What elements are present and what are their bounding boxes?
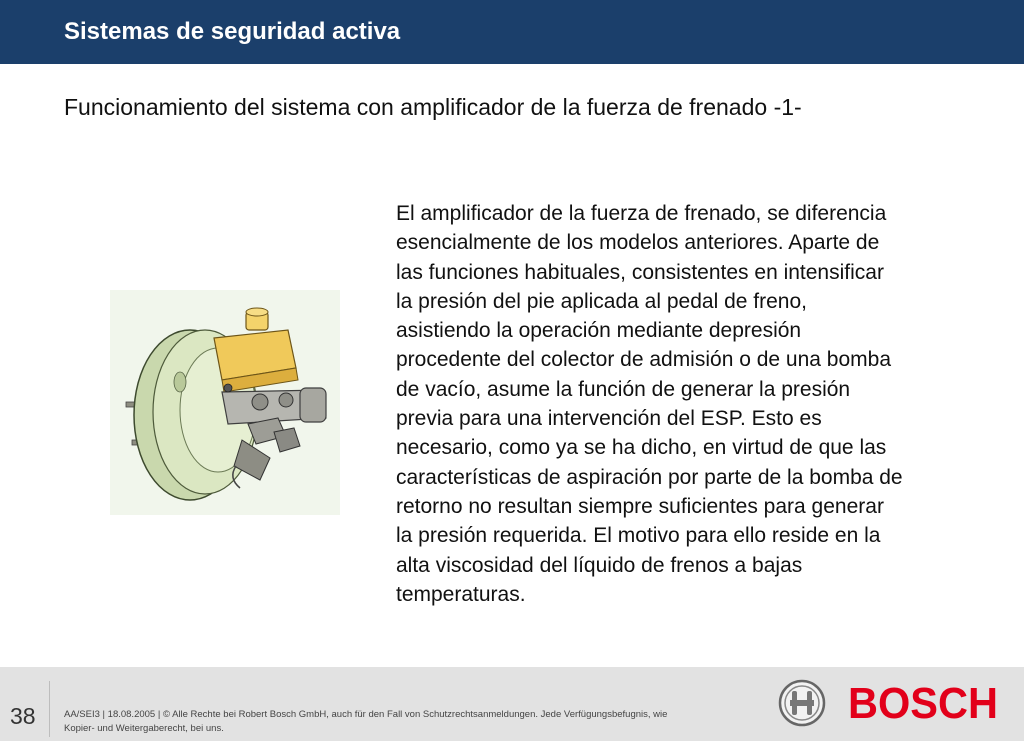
body-line: retorno no resultan siempre suficientes para generar bbox=[396, 494, 884, 518]
bosch-armature-icon bbox=[778, 679, 826, 727]
body-line: El amplificador de la fuerza de frenado, se diferencia bbox=[396, 202, 887, 225]
brake-booster-illustration bbox=[110, 290, 340, 515]
footer-legal-text bbox=[64, 708, 764, 736]
body-text bbox=[396, 199, 996, 609]
brake-booster-icon bbox=[110, 290, 340, 515]
bosch-logo bbox=[848, 677, 1000, 727]
body-line: previa para una intervención del ESP. Esto es bbox=[396, 407, 822, 431]
bosch-logo-text: BOSCH bbox=[848, 679, 998, 727]
footer bbox=[0, 667, 1024, 741]
footer-legal-line: Kopier- und Weitergaberecht, bei uns. bbox=[64, 723, 224, 734]
body-line: necesario, como ya se ha dicho, en virtud de que las bbox=[396, 436, 887, 460]
body-line: temperaturas. bbox=[396, 582, 526, 606]
header-bar bbox=[0, 0, 1024, 64]
body-line: esencialmente de los modelos anteriores. Aparte de bbox=[396, 231, 880, 255]
body-line: características de aspiración por parte de la bomba de bbox=[396, 465, 903, 489]
footer-divider bbox=[49, 681, 50, 737]
header-title: Sistemas de seguridad activa bbox=[64, 18, 401, 45]
body-line: la presión requerida. El motivo para ello reside en la bbox=[396, 524, 881, 548]
footer-legal-line: AA/SEI3 | 18.08.2005 | © Alle Rechte bei Robert Bosch GmbH, auch für den Fall von Schutzrechtsanmeldungen. Jede Verfügungsbefugnis, wie bbox=[64, 709, 668, 720]
body-line: la presión del pie aplicada al pedal de freno, bbox=[396, 289, 807, 313]
body-line: asistiendo la operación mediante depresión bbox=[396, 319, 802, 343]
page-number: 38 bbox=[10, 703, 36, 729]
body-line: alta viscosidad del líquido de frenos a bajas bbox=[396, 553, 803, 577]
body-line: de vacío, asume la función de generar la presión bbox=[396, 377, 851, 401]
slide-subtitle: Funcionamiento del sistema con amplificador de la fuerza de frenado -1- bbox=[64, 94, 802, 120]
body-line: procedente del colector de admisión o de una bomba bbox=[396, 348, 891, 372]
body-line: las funciones habituales, consistentes en intensificar bbox=[396, 260, 884, 284]
